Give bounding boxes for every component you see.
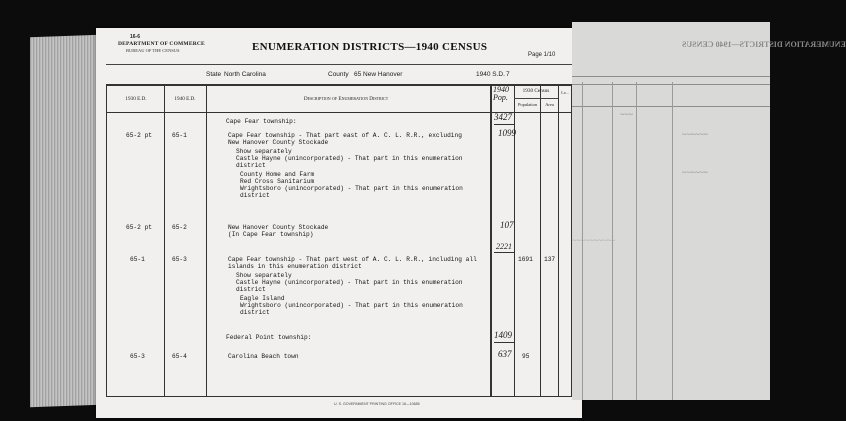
ghost-scribble: ~~~: [620, 110, 633, 119]
ghost-rule: [572, 84, 770, 85]
description-line: Castle Hayne (unincorporated) - That part in this enumeration: [236, 155, 463, 162]
township-heading: Cape Fear township:: [226, 118, 297, 125]
ghost-rule: [572, 106, 770, 107]
description-line: Cape Fear township - That part west of A. C. L. R.R., including all: [228, 256, 477, 263]
state-value: North Carolina: [224, 71, 266, 78]
area-1930: 137: [544, 256, 556, 263]
document-page: [96, 28, 582, 418]
facing-page-bleedthrough: [572, 22, 846, 400]
description-line: district: [240, 192, 270, 199]
ed-1930: 65-1: [130, 256, 145, 263]
ed-1940: 65-3: [172, 256, 187, 263]
population-1930: 95: [522, 353, 530, 360]
description-line: islands in this enumeration district: [228, 263, 362, 270]
col-head-population: Population: [517, 102, 538, 107]
ghost-rule: [572, 76, 770, 77]
pop-handwritten: 637: [498, 349, 512, 359]
ghost-title: ENUMERATION DISTRICTS—1940 CENSUS: [682, 40, 846, 49]
description-line: Cape Fear township - That part east of A. C. L. R.R., excluding: [228, 132, 462, 139]
ed-1930: 65-2 pt: [126, 132, 152, 139]
col-head-extra: Lo...: [561, 90, 569, 95]
pop-handwritten: 1409: [494, 330, 512, 340]
county-label: County: [328, 71, 349, 78]
col-head-1930-census: 1930 Census: [522, 88, 550, 94]
description-line: district: [240, 309, 270, 316]
hand-underline: [494, 124, 514, 125]
township-heading: Federal Point township:: [226, 334, 312, 341]
description-line: Red Cross Sanitarium: [240, 178, 315, 185]
ed-1940: 65-1: [172, 132, 187, 139]
description-line: Wrightsboro (unincorporated) - That part in this enumeration: [240, 302, 463, 309]
department-name: DEPARTMENT OF COMMERCE: [118, 41, 205, 47]
census-subhead-rule: [514, 98, 558, 99]
col-divider: [164, 84, 165, 396]
form-number: 16-6: [130, 34, 141, 40]
col-divider: [540, 84, 541, 396]
col-head-pop-handwritten: 1940 Pop.: [493, 85, 509, 102]
ghost-scribble: ~~~~~~: [682, 168, 708, 177]
col-divider: [206, 84, 207, 396]
description-line: Wrightsboro (unincorporated) - That part in this enumeration: [240, 185, 463, 192]
pop-handwritten: 1099: [498, 128, 516, 138]
document-title: ENUMERATION DISTRICTS—1940 CENSUS: [252, 41, 488, 53]
pop-handwritten: 107: [500, 220, 514, 230]
description-line: Show separately: [236, 148, 292, 155]
description-line: Eagle Island: [240, 295, 285, 302]
description-line: Carolina Beach town: [228, 353, 299, 360]
description-line: Show separately: [236, 272, 292, 279]
pop-handwritten: 3427: [494, 112, 512, 122]
col-divider: [490, 84, 492, 396]
state-label: State: [206, 71, 222, 78]
description-line: New Hanover County Stockade: [228, 139, 329, 146]
sd-value: 7: [506, 71, 510, 78]
ghost-scribble: ~~~~~~~~~~: [572, 236, 616, 245]
hand-underline: [494, 252, 514, 253]
col-divider: [558, 84, 559, 396]
ed-1930: 65-3: [130, 353, 145, 360]
description-line: New Hanover County Stockade: [228, 224, 329, 231]
ed-1940: 65-4: [172, 353, 187, 360]
header-rule: [106, 64, 572, 65]
col-head-description: Description of Enumeration District: [303, 96, 389, 102]
page-number: Page 1/10: [528, 52, 556, 58]
description-line: Castle Hayne (unincorporated) - That part in this enumeration: [236, 279, 463, 286]
col-head-1940-ed: 1940 E.D.: [174, 96, 196, 102]
sd-label: 1940 S.D.: [476, 71, 505, 78]
description-line: County Home and Farm: [240, 171, 315, 178]
table-bottom-rule: [106, 396, 572, 397]
description-line: (In Cape Fear township): [228, 231, 314, 238]
pop-handwritten: 2221: [496, 242, 512, 251]
col-divider: [106, 84, 107, 396]
ghost-col: [636, 82, 637, 400]
county-value: 65 New Hanover: [354, 71, 403, 78]
bureau-name: BUREAU OF THE CENSUS: [126, 48, 180, 53]
ed-1940: 65-2: [172, 224, 187, 231]
col-head-area: Area: [545, 102, 554, 107]
ghost-scribble: ~~~~~~: [682, 130, 708, 139]
ghost-col: [672, 82, 673, 400]
population-1930: 1691: [518, 256, 533, 263]
description-line: district: [236, 162, 266, 169]
printer-imprint: U. S. GOVERNMENT PRINTING OFFICE 16—10685: [334, 402, 420, 406]
description-line: district: [236, 286, 266, 293]
hand-underline: [494, 342, 514, 343]
page-stack-edge: [30, 35, 100, 407]
col-head-1930-ed: 1930 E.D.: [125, 96, 147, 102]
ed-1930: 65-2 pt: [126, 224, 152, 231]
